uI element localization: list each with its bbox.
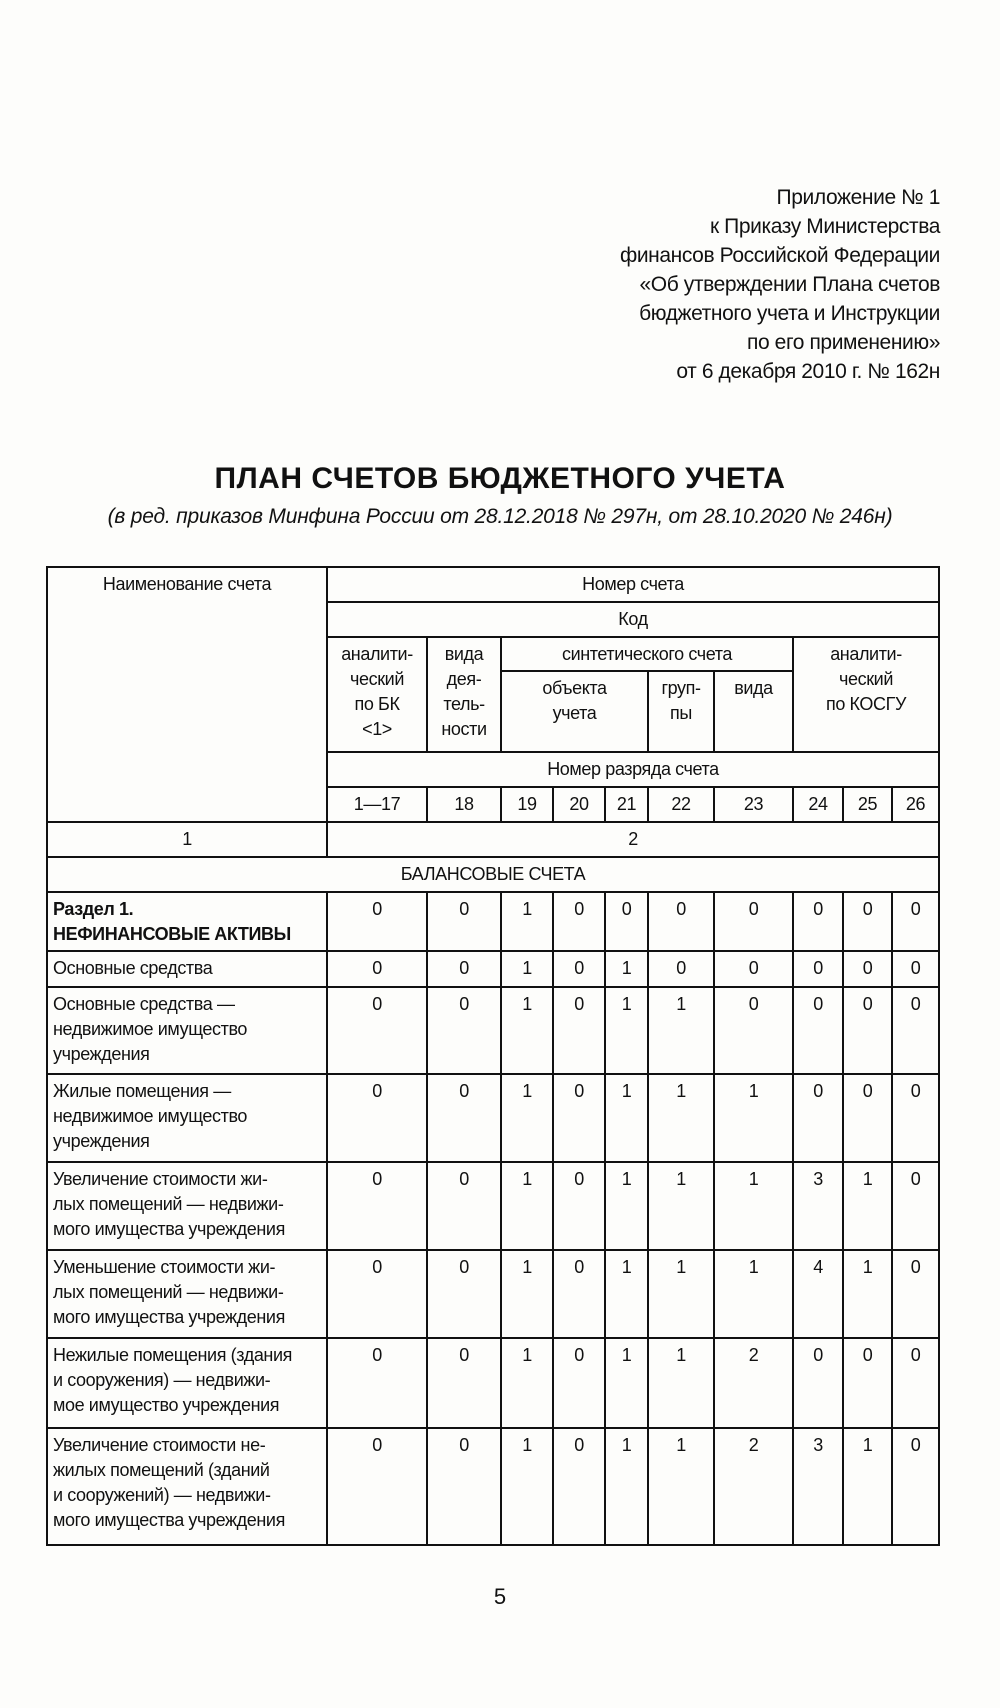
account-code-digit: 2 <box>714 1338 793 1428</box>
account-code-digit: 0 <box>553 1074 605 1162</box>
balance-accounts-heading: БАЛАНСОВЫЕ СЧЕТА <box>47 857 939 892</box>
account-code-digit: 3 <box>793 1428 843 1545</box>
table-row <box>47 951 939 987</box>
account-code-digit: 1 <box>648 1250 714 1338</box>
account-code-digit: 1 <box>501 892 553 951</box>
table-row <box>47 1162 939 1250</box>
account-code-digit: 1 <box>843 1162 892 1250</box>
page-number: 5 <box>493 1584 507 1609</box>
account-code-digit: 0 <box>892 892 939 951</box>
account-code-digit: 0 <box>843 987 892 1074</box>
account-code-digit: 1 <box>501 1338 553 1428</box>
appendix-line: «Об утверждении Плана счетов <box>639 273 940 296</box>
account-code-digit: 0 <box>843 1074 892 1162</box>
table-row <box>47 892 939 951</box>
account-code-digit: 1 <box>648 1162 714 1250</box>
account-code-digit: 0 <box>605 892 648 951</box>
header-analytic-bk: аналити- ческий по БК <1> <box>327 637 427 752</box>
account-code-digit: 1 <box>501 951 553 987</box>
account-code-digit: 0 <box>793 987 843 1074</box>
digit-position: 25 <box>843 787 892 822</box>
appendix-line: от 6 декабря 2010 г. № 162н <box>676 360 940 383</box>
account-code-digit: 3 <box>793 1162 843 1250</box>
digit-position: 19 <box>501 787 553 822</box>
account-code-digit: 0 <box>892 1074 939 1162</box>
account-code-digit: 0 <box>892 1428 939 1545</box>
column-number-2: 2 <box>327 822 939 857</box>
account-code-digit: 0 <box>892 1162 939 1250</box>
digit-position: 26 <box>892 787 939 822</box>
digit-position: 18 <box>427 787 501 822</box>
account-code-digit: 1 <box>501 1162 553 1250</box>
account-code-digit: 0 <box>327 951 427 987</box>
account-code-digit: 0 <box>427 1338 501 1428</box>
header-code: Код <box>327 602 939 637</box>
digit-position: 21 <box>605 787 648 822</box>
account-code-digit: 0 <box>714 892 793 951</box>
account-code-digit: 0 <box>553 987 605 1074</box>
account-code-digit: 1 <box>648 1338 714 1428</box>
account-code-digit: 1 <box>605 951 648 987</box>
account-code-digit: 4 <box>793 1250 843 1338</box>
account-code-digit: 1 <box>605 1428 648 1545</box>
account-code-digit: 0 <box>553 892 605 951</box>
account-code-digit: 1 <box>843 1428 892 1545</box>
account-code-digit: 0 <box>327 1250 427 1338</box>
account-code-digit: 0 <box>553 1162 605 1250</box>
table-row <box>47 1428 939 1545</box>
account-code-digit: 1 <box>648 1074 714 1162</box>
account-code-digit: 0 <box>892 987 939 1074</box>
account-code-digit: 1 <box>843 1250 892 1338</box>
account-code-digit: 0 <box>427 1428 501 1545</box>
account-code-digit: 0 <box>793 1074 843 1162</box>
header-activity-type: вида дея- тель- ности <box>427 637 501 752</box>
account-code-digit: 0 <box>427 892 501 951</box>
account-code-digit: 0 <box>648 951 714 987</box>
account-code-digit: 0 <box>648 892 714 951</box>
account-code-digit: 0 <box>553 1338 605 1428</box>
appendix-line: финансов Российской Федерации <box>619 244 940 267</box>
account-code-digit: 0 <box>793 892 843 951</box>
account-name: Увеличение стоимости не- жилых помещений (зданий и сооружений) — недвижи- мого имущества учреждения <box>47 1428 327 1545</box>
digit-position: 24 <box>793 787 843 822</box>
appendix-reference <box>620 183 940 386</box>
account-name: Уменьшение стоимости жи- лых помещений — недвижи- мого имущества учреждения <box>47 1250 327 1338</box>
account-code-digit: 0 <box>843 1338 892 1428</box>
account-code-digit: 1 <box>605 1162 648 1250</box>
column-number-1: 1 <box>47 822 327 857</box>
account-name: Жилые помещения — недвижимое имущество учреждения <box>47 1074 327 1162</box>
account-code-digit: 1 <box>648 987 714 1074</box>
appendix-line: бюджетного учета и Инструкции <box>639 302 940 325</box>
digit-position: 20 <box>553 787 605 822</box>
header-object: объекта учета <box>501 671 648 752</box>
account-name: Основные средства <box>47 951 327 987</box>
account-code-digit: 1 <box>501 1074 553 1162</box>
account-code-digit: 1 <box>501 1250 553 1338</box>
account-name: Раздел 1. НЕФИНАНСОВЫЕ АКТИВЫ <box>47 892 327 951</box>
appendix-line: к Приказу Министерства <box>709 215 940 238</box>
account-code-digit: 0 <box>427 1074 501 1162</box>
header-account-name: Наименование счета <box>47 567 327 822</box>
account-code-digit: 0 <box>327 1074 427 1162</box>
header-account-number: Номер счета <box>327 567 939 602</box>
header-synthetic: синтетического счета <box>501 637 793 671</box>
account-name: Нежилые помещения (здания и сооружения) — недвижи- мое имущество учреждения <box>47 1338 327 1428</box>
account-code-digit: 0 <box>553 951 605 987</box>
header-digit-number: Номер разряда счета <box>327 752 939 787</box>
account-name: Основные средства — недвижимое имущество учреждения <box>47 987 327 1074</box>
account-code-digit: 1 <box>605 1074 648 1162</box>
account-code-digit: 0 <box>327 987 427 1074</box>
account-code-digit: 0 <box>427 951 501 987</box>
account-code-digit: 1 <box>714 1074 793 1162</box>
account-code-digit: 0 <box>892 951 939 987</box>
account-code-digit: 0 <box>714 987 793 1074</box>
table-row <box>47 1074 939 1162</box>
account-code-digit: 0 <box>793 951 843 987</box>
account-code-digit: 0 <box>427 1250 501 1338</box>
header-analytic-kosgu: аналити- ческий по КОСГУ <box>793 637 939 752</box>
account-code-digit: 1 <box>714 1250 793 1338</box>
digit-position: 23 <box>714 787 793 822</box>
account-code-digit: 0 <box>327 1162 427 1250</box>
account-code-digit: 1 <box>501 1428 553 1545</box>
account-code-digit: 1 <box>714 1162 793 1250</box>
table-row <box>47 1250 939 1338</box>
account-code-digit: 1 <box>648 1428 714 1545</box>
digit-position: 22 <box>648 787 714 822</box>
account-code-digit: 0 <box>327 1338 427 1428</box>
header-kind: вида <box>714 671 793 752</box>
account-code-digit: 0 <box>793 1338 843 1428</box>
account-code-digit: 0 <box>553 1250 605 1338</box>
account-code-digit: 0 <box>892 1338 939 1428</box>
account-code-digit: 0 <box>892 1250 939 1338</box>
account-code-digit: 2 <box>714 1428 793 1545</box>
digit-position: 1—17 <box>327 787 427 822</box>
account-code-digit: 0 <box>843 892 892 951</box>
account-code-digit: 1 <box>605 1250 648 1338</box>
account-code-digit: 1 <box>605 987 648 1074</box>
table-row <box>47 1338 939 1428</box>
document-subtitle: (в ред. приказов Минфина России от 28.12.2018 № 297н, от 28.10.2020 № 246н) <box>107 505 893 528</box>
header-group: груп- пы <box>648 671 714 752</box>
account-code-digit: 0 <box>427 1162 501 1250</box>
account-code-digit: 0 <box>553 1428 605 1545</box>
account-code-digit: 1 <box>605 1338 648 1428</box>
accounts-table <box>46 566 940 1546</box>
table-row <box>47 987 939 1074</box>
account-code-digit: 0 <box>427 987 501 1074</box>
appendix-line: по его применению» <box>746 331 940 354</box>
account-code-digit: 1 <box>501 987 553 1074</box>
account-code-digit: 0 <box>327 1428 427 1545</box>
account-code-digit: 0 <box>714 951 793 987</box>
account-name: Увеличение стоимости жи- лых помещений — недвижи- мого имущества учреждения <box>47 1162 327 1250</box>
appendix-line: Приложение № 1 <box>776 186 940 209</box>
account-code-digit: 0 <box>843 951 892 987</box>
account-code-digit: 0 <box>327 892 427 951</box>
document-title: ПЛАН СЧЕТОВ БЮДЖЕТНОГО УЧЕТА <box>214 462 786 495</box>
